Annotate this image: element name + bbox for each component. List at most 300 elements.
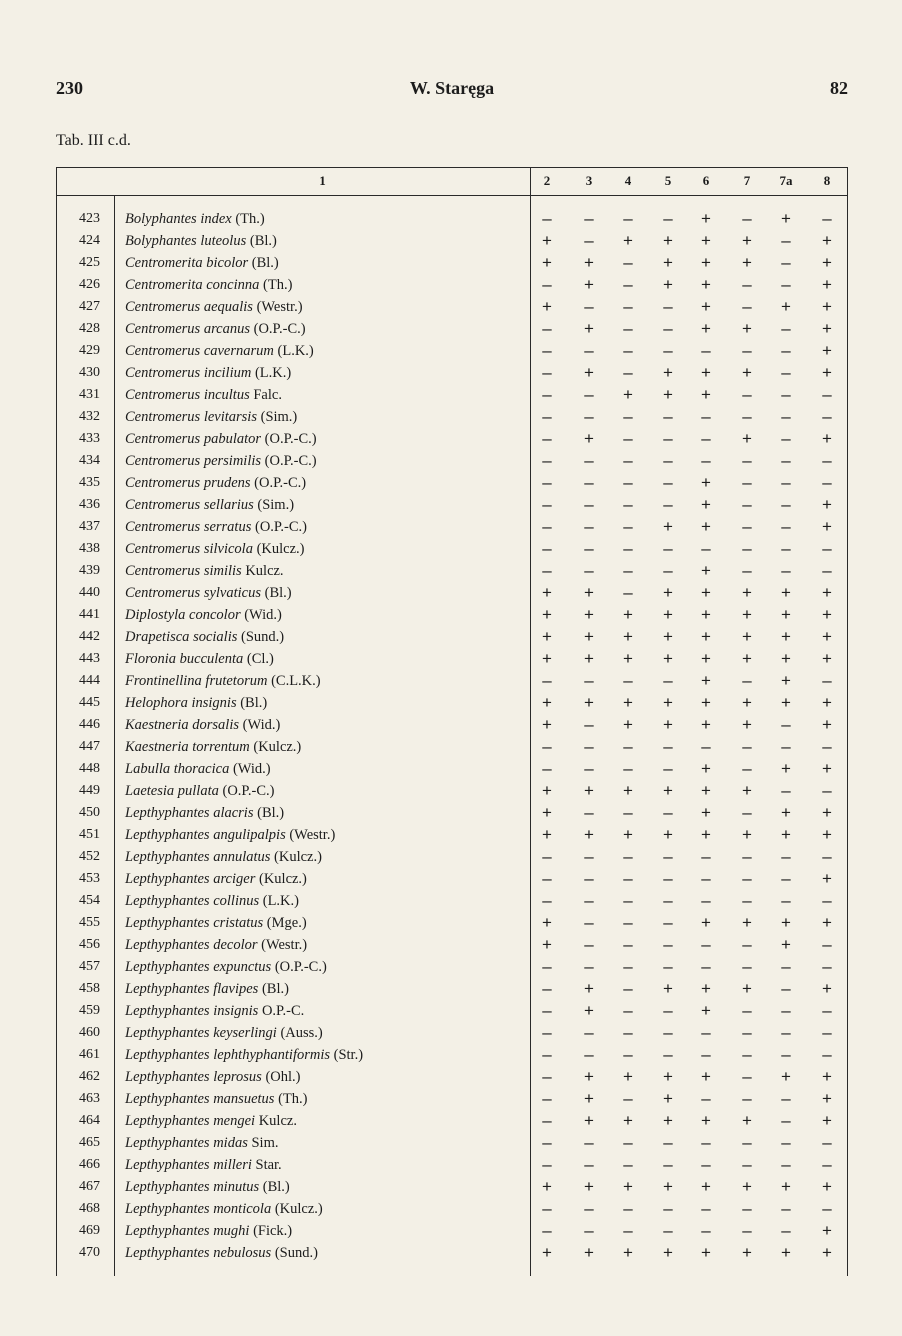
occurrence-mark: – bbox=[542, 1089, 552, 1108]
species-author: (Kulcz.) bbox=[258, 871, 307, 887]
binomial bbox=[125, 211, 232, 227]
occurrence-mark: – bbox=[584, 869, 594, 888]
occurrence-mark: – bbox=[822, 671, 832, 690]
species-author: (Fick.) bbox=[253, 1223, 293, 1239]
binomial bbox=[125, 651, 243, 667]
occurrence-mark: – bbox=[742, 671, 752, 690]
running-title: W. Staręga bbox=[409, 78, 495, 98]
occurrence-mark: – bbox=[584, 451, 594, 470]
binomial bbox=[125, 739, 250, 755]
occurrence-mark: – bbox=[663, 847, 673, 866]
occurrence-mark: – bbox=[584, 671, 594, 690]
occurrence-mark: – bbox=[663, 561, 673, 580]
occurrence-mark: + bbox=[701, 1111, 711, 1130]
table-row bbox=[56, 340, 848, 362]
occurrence-mark: + bbox=[584, 319, 594, 338]
row-number: 465 bbox=[79, 1135, 100, 1150]
occurrence-mark: – bbox=[542, 385, 552, 404]
species-epithet: silvicola bbox=[203, 541, 253, 557]
occurrence-mark: + bbox=[623, 693, 633, 712]
occurrence-mark: + bbox=[781, 1067, 791, 1086]
occurrence-mark: + bbox=[701, 1001, 711, 1020]
occurrence-mark: – bbox=[822, 1023, 832, 1042]
header-bottom-rule bbox=[56, 195, 848, 196]
species-name bbox=[125, 736, 301, 758]
occurrence-mark: + bbox=[542, 253, 552, 272]
occurrence-mark: + bbox=[822, 517, 832, 536]
occurrence-mark: + bbox=[663, 275, 673, 294]
occurrence-mark: – bbox=[542, 407, 552, 426]
species-name bbox=[125, 890, 299, 912]
occurrence-mark: – bbox=[542, 275, 552, 294]
species-author: Kulcz. bbox=[258, 1113, 297, 1129]
species-author: (Wid.) bbox=[244, 607, 282, 623]
genus: Lepthyphantes bbox=[125, 1157, 210, 1173]
table-row bbox=[56, 1000, 848, 1022]
species-author: (Auss.) bbox=[280, 1025, 323, 1041]
row-number: 461 bbox=[79, 1047, 100, 1062]
occurrence-mark: + bbox=[623, 385, 633, 404]
occurrence-mark: + bbox=[822, 231, 832, 250]
row-number: 454 bbox=[79, 893, 100, 908]
binomial bbox=[125, 1091, 274, 1107]
occurrence-mark: + bbox=[542, 803, 552, 822]
genus: Bolyphantes bbox=[125, 211, 197, 227]
occurrence-mark: + bbox=[542, 1243, 552, 1262]
occurrence-mark: – bbox=[542, 957, 552, 976]
binomial bbox=[125, 1157, 252, 1173]
occurrence-mark: – bbox=[663, 737, 673, 756]
genus: Drapetisca bbox=[125, 629, 190, 645]
occurrence-mark: + bbox=[623, 231, 633, 250]
occurrence-mark: + bbox=[822, 913, 832, 932]
occurrence-mark: – bbox=[742, 847, 752, 866]
table-row bbox=[56, 296, 848, 318]
occurrence-mark: – bbox=[781, 451, 791, 470]
row-number: 462 bbox=[79, 1069, 100, 1084]
species-epithet: angulipalpis bbox=[213, 827, 286, 843]
table-row bbox=[56, 714, 848, 736]
occurrence-mark: – bbox=[542, 671, 552, 690]
species-epithet: persimilis bbox=[203, 453, 262, 469]
occurrence-mark: – bbox=[584, 209, 594, 228]
occurrence-mark: – bbox=[584, 957, 594, 976]
occurrence-mark: + bbox=[701, 473, 711, 492]
row-number: 456 bbox=[79, 937, 100, 952]
occurrence-mark: + bbox=[701, 517, 711, 536]
occurrence-mark: + bbox=[822, 869, 832, 888]
binomial bbox=[125, 1113, 255, 1129]
occurrence-mark: + bbox=[663, 649, 673, 668]
column-header-4: 4 bbox=[624, 173, 632, 188]
occurrence-mark: – bbox=[742, 297, 752, 316]
species-author: Star. bbox=[255, 1157, 282, 1173]
species-name bbox=[125, 362, 291, 384]
occurrence-mark: + bbox=[623, 715, 633, 734]
binomial bbox=[125, 673, 267, 689]
genus: Lepthyphantes bbox=[125, 805, 210, 821]
row-number: 457 bbox=[79, 959, 100, 974]
occurrence-mark: + bbox=[663, 231, 673, 250]
species-name bbox=[125, 956, 327, 978]
genus: Lepthyphantes bbox=[125, 937, 210, 953]
table-row bbox=[56, 384, 848, 406]
species-author: (Wid.) bbox=[242, 717, 281, 733]
occurrence-mark: – bbox=[701, 1045, 711, 1064]
occurrence-mark: + bbox=[822, 649, 832, 668]
table-row bbox=[56, 1088, 848, 1110]
occurrence-mark: + bbox=[822, 1243, 832, 1262]
row-number: 446 bbox=[79, 717, 100, 732]
species-name bbox=[125, 1220, 292, 1242]
species-name bbox=[125, 1022, 323, 1044]
binomial bbox=[125, 607, 241, 623]
genus: Centromerus bbox=[125, 343, 201, 359]
occurrence-mark: + bbox=[781, 583, 791, 602]
species-epithet: insignis bbox=[213, 1003, 259, 1019]
binomial bbox=[125, 497, 254, 513]
occurrence-mark: – bbox=[623, 517, 633, 536]
page-number-left: 230 bbox=[56, 78, 83, 98]
binomial bbox=[125, 277, 259, 293]
occurrence-mark: + bbox=[701, 627, 711, 646]
occurrence-mark: + bbox=[584, 1001, 594, 1020]
binomial bbox=[125, 431, 261, 447]
genus: Centromerus bbox=[125, 321, 201, 337]
row-number: 443 bbox=[79, 651, 100, 666]
species-name bbox=[125, 934, 307, 956]
species-epithet: alacris bbox=[213, 805, 254, 821]
occurrence-mark: + bbox=[663, 253, 673, 272]
occurrence-mark: – bbox=[701, 539, 711, 558]
occurrence-mark: – bbox=[623, 803, 633, 822]
occurrence-mark: – bbox=[822, 1001, 832, 1020]
occurrence-mark: – bbox=[663, 473, 673, 492]
occurrence-mark: – bbox=[584, 341, 594, 360]
species-author: (Kulcz.) bbox=[274, 849, 322, 865]
row-number: 428 bbox=[79, 321, 100, 336]
occurrence-mark: + bbox=[742, 583, 752, 602]
occurrence-mark: + bbox=[584, 275, 594, 294]
species-epithet: arciger bbox=[213, 871, 256, 887]
species-author: (Westr.) bbox=[261, 937, 308, 953]
occurrence-mark: – bbox=[701, 429, 711, 448]
occurrence-mark: – bbox=[542, 451, 552, 470]
row-number: 463 bbox=[79, 1091, 100, 1106]
occurrence-mark: + bbox=[742, 253, 752, 272]
species-epithet: sellarius bbox=[203, 497, 254, 513]
species-epithet: keyserlingi bbox=[213, 1025, 277, 1041]
table-row bbox=[56, 450, 848, 472]
species-author: (Bl.) bbox=[240, 695, 268, 711]
occurrence-mark: + bbox=[542, 627, 552, 646]
species-name bbox=[125, 758, 271, 780]
occurrence-mark: – bbox=[742, 1067, 752, 1086]
occurrence-mark: + bbox=[781, 913, 791, 932]
binomial bbox=[125, 849, 270, 865]
occurrence-mark: – bbox=[742, 1221, 752, 1240]
species-epithet: lephthyphantiformis bbox=[213, 1047, 331, 1063]
occurrence-mark: + bbox=[822, 759, 832, 778]
occurrence-mark: – bbox=[663, 913, 673, 932]
genus: Lepthyphantes bbox=[125, 1135, 210, 1151]
species-author: (Kulcz.) bbox=[274, 1201, 323, 1217]
occurrence-mark: – bbox=[742, 1023, 752, 1042]
species-author: (Cl.) bbox=[246, 651, 274, 667]
occurrence-mark: – bbox=[663, 341, 673, 360]
table-row bbox=[56, 1110, 848, 1132]
species-epithet: dorsalis bbox=[192, 717, 240, 733]
binomial bbox=[125, 1047, 330, 1063]
occurrence-mark: – bbox=[781, 231, 791, 250]
occurrence-mark: – bbox=[542, 979, 552, 998]
occurrence-mark: – bbox=[623, 891, 633, 910]
occurrence-mark: – bbox=[742, 869, 752, 888]
occurrence-mark: – bbox=[623, 495, 633, 514]
row-number: 427 bbox=[79, 299, 100, 314]
table-row bbox=[56, 362, 848, 384]
occurrence-mark: – bbox=[822, 957, 832, 976]
species-epithet: concolor bbox=[189, 607, 241, 623]
genus: Lepthyphantes bbox=[125, 1003, 210, 1019]
occurrence-mark: + bbox=[822, 979, 832, 998]
species-name bbox=[125, 516, 307, 538]
occurrence-mark: – bbox=[742, 1001, 752, 1020]
occurrence-mark: + bbox=[822, 1089, 832, 1108]
occurrence-mark: – bbox=[584, 407, 594, 426]
occurrence-mark: – bbox=[623, 1001, 633, 1020]
table-row bbox=[56, 648, 848, 670]
occurrence-mark: – bbox=[701, 737, 711, 756]
column-header-2: 2 bbox=[543, 173, 551, 188]
occurrence-mark: + bbox=[584, 605, 594, 624]
binomial bbox=[125, 409, 257, 425]
occurrence-mark: + bbox=[542, 649, 552, 668]
occurrence-mark: + bbox=[584, 253, 594, 272]
table-row bbox=[56, 1198, 848, 1220]
row-number: 437 bbox=[79, 519, 100, 534]
occurrence-mark: + bbox=[584, 429, 594, 448]
occurrence-mark: – bbox=[781, 781, 791, 800]
species-name bbox=[125, 1242, 318, 1264]
row-number: 452 bbox=[79, 849, 100, 864]
species-epithet: minutus bbox=[213, 1179, 260, 1195]
species-name bbox=[125, 1044, 363, 1066]
genus: Lepthyphantes bbox=[125, 1179, 210, 1195]
species-author: (O.P.-C.) bbox=[264, 431, 317, 447]
occurrence-mark: – bbox=[701, 935, 711, 954]
species-epithet: pabulator bbox=[203, 431, 262, 447]
occurrence-mark: – bbox=[584, 231, 594, 250]
binomial bbox=[125, 387, 250, 403]
occurrence-mark: – bbox=[781, 363, 791, 382]
row-number: 464 bbox=[79, 1113, 100, 1128]
genus: Lepthyphantes bbox=[125, 1069, 210, 1085]
occurrence-mark: – bbox=[623, 935, 633, 954]
species-epithet: mughi bbox=[213, 1223, 250, 1239]
species-author: (O.P.-C.) bbox=[254, 519, 307, 535]
occurrence-mark: + bbox=[701, 363, 711, 382]
occurrence-mark: + bbox=[701, 759, 711, 778]
occurrence-mark: + bbox=[701, 495, 711, 514]
species-name bbox=[125, 824, 335, 846]
occurrence-mark: – bbox=[781, 561, 791, 580]
occurrence-mark: – bbox=[663, 935, 673, 954]
occurrence-mark: – bbox=[584, 1199, 594, 1218]
occurrence-mark: + bbox=[822, 803, 832, 822]
occurrence-mark: + bbox=[742, 649, 752, 668]
occurrence-mark: + bbox=[623, 605, 633, 624]
species-name bbox=[125, 604, 282, 626]
occurrence-mark: + bbox=[701, 671, 711, 690]
occurrence-mark: + bbox=[584, 1089, 594, 1108]
species-epithet: incultus bbox=[203, 387, 250, 403]
occurrence-mark: – bbox=[822, 209, 832, 228]
table-row bbox=[56, 406, 848, 428]
occurrence-mark: – bbox=[542, 1001, 552, 1020]
occurrence-mark: + bbox=[701, 561, 711, 580]
species-table bbox=[56, 167, 848, 1276]
row-number: 439 bbox=[79, 563, 100, 578]
occurrence-mark: – bbox=[663, 1045, 673, 1064]
row-number: 448 bbox=[79, 761, 100, 776]
genus: Lepthyphantes bbox=[125, 849, 210, 865]
species-author: (Sim.) bbox=[257, 497, 295, 513]
binomial bbox=[125, 761, 229, 777]
binomial bbox=[125, 255, 248, 271]
occurrence-mark: + bbox=[663, 627, 673, 646]
species-author: (Th.) bbox=[235, 211, 265, 227]
binomial bbox=[125, 1135, 248, 1151]
occurrence-mark: – bbox=[584, 935, 594, 954]
occurrence-mark: – bbox=[742, 473, 752, 492]
occurrence-mark: + bbox=[663, 1089, 673, 1108]
occurrence-mark: + bbox=[701, 385, 711, 404]
occurrence-mark: – bbox=[781, 1001, 791, 1020]
occurrence-mark: – bbox=[584, 561, 594, 580]
occurrence-mark: – bbox=[663, 451, 673, 470]
occurrence-mark: + bbox=[542, 231, 552, 250]
occurrence-mark: – bbox=[781, 715, 791, 734]
page-number-right: 82 bbox=[830, 78, 848, 98]
occurrence-mark: – bbox=[584, 1133, 594, 1152]
occurrence-mark: + bbox=[623, 1243, 633, 1262]
occurrence-mark: + bbox=[584, 649, 594, 668]
occurrence-mark: + bbox=[584, 979, 594, 998]
species-epithet: index bbox=[200, 211, 232, 227]
row-number: 453 bbox=[79, 871, 100, 886]
row-number: 426 bbox=[79, 277, 100, 292]
column-header-6: 6 bbox=[702, 173, 710, 188]
genus: Lepthyphantes bbox=[125, 871, 210, 887]
occurrence-mark: – bbox=[584, 385, 594, 404]
occurrence-mark: – bbox=[542, 1023, 552, 1042]
row-number: 440 bbox=[79, 585, 100, 600]
table-row bbox=[56, 560, 848, 582]
occurrence-mark: – bbox=[781, 737, 791, 756]
species-epithet: aequalis bbox=[203, 299, 253, 315]
occurrence-mark: + bbox=[822, 1177, 832, 1196]
occurrence-mark: – bbox=[742, 737, 752, 756]
occurrence-mark: – bbox=[822, 539, 832, 558]
occurrence-mark: + bbox=[584, 363, 594, 382]
occurrence-mark: – bbox=[742, 1089, 752, 1108]
occurrence-mark: + bbox=[781, 649, 791, 668]
row-number: 455 bbox=[79, 915, 100, 930]
species-name bbox=[125, 802, 284, 824]
binomial bbox=[125, 1245, 271, 1261]
occurrence-mark: – bbox=[701, 1023, 711, 1042]
occurrence-mark: – bbox=[701, 407, 711, 426]
occurrence-mark: – bbox=[542, 429, 552, 448]
occurrence-mark: + bbox=[781, 297, 791, 316]
occurrence-mark: – bbox=[663, 1199, 673, 1218]
occurrence-mark: + bbox=[663, 1111, 673, 1130]
genus: Lepthyphantes bbox=[125, 1025, 210, 1041]
species-author: (Westr.) bbox=[256, 299, 303, 315]
genus: Centromerus bbox=[125, 475, 201, 491]
row-number: 450 bbox=[79, 805, 100, 820]
occurrence-mark: – bbox=[742, 341, 752, 360]
occurrence-mark: – bbox=[542, 1155, 552, 1174]
species-author: O.P.-C. bbox=[261, 1003, 305, 1019]
species-epithet: collinus bbox=[213, 893, 260, 909]
row-number: 433 bbox=[79, 431, 100, 446]
occurrence-mark: + bbox=[822, 341, 832, 360]
species-epithet: annulatus bbox=[213, 849, 271, 865]
occurrence-mark: + bbox=[822, 363, 832, 382]
genus: Frontinellina bbox=[125, 673, 202, 689]
occurrence-mark: + bbox=[542, 693, 552, 712]
species-author: (Kulcz.) bbox=[253, 739, 302, 755]
occurrence-mark: – bbox=[742, 891, 752, 910]
table-row bbox=[56, 472, 848, 494]
species-author: (Mge.) bbox=[266, 915, 307, 931]
species-author: (Sim.) bbox=[260, 409, 298, 425]
species-author: (Westr.) bbox=[289, 827, 336, 843]
occurrence-mark: + bbox=[742, 913, 752, 932]
occurrence-mark: + bbox=[663, 583, 673, 602]
occurrence-mark: + bbox=[781, 1177, 791, 1196]
species-author: (O.P.-C.) bbox=[253, 321, 306, 337]
binomial bbox=[125, 1025, 277, 1041]
occurrence-mark: + bbox=[663, 781, 673, 800]
table-row bbox=[56, 1242, 848, 1264]
row-number: 468 bbox=[79, 1201, 100, 1216]
occurrence-mark: + bbox=[781, 627, 791, 646]
occurrence-mark: – bbox=[781, 1023, 791, 1042]
occurrence-mark: – bbox=[623, 1133, 633, 1152]
occurrence-mark: – bbox=[623, 1155, 633, 1174]
species-epithet: incilium bbox=[203, 365, 252, 381]
occurrence-mark: – bbox=[623, 1089, 633, 1108]
binomial bbox=[125, 1201, 271, 1217]
species-name bbox=[125, 1066, 300, 1088]
occurrence-mark: – bbox=[781, 385, 791, 404]
occurrence-mark: – bbox=[584, 847, 594, 866]
occurrence-mark: – bbox=[663, 209, 673, 228]
occurrence-mark: + bbox=[542, 583, 552, 602]
species-epithet: pullata bbox=[177, 783, 219, 799]
table-row bbox=[56, 758, 848, 780]
species-name bbox=[125, 846, 322, 868]
occurrence-mark: – bbox=[701, 1155, 711, 1174]
genus: Kaestneria bbox=[125, 717, 189, 733]
occurrence-mark: + bbox=[781, 935, 791, 954]
occurrence-mark: – bbox=[623, 429, 633, 448]
species-epithet: cristatus bbox=[213, 915, 264, 931]
table-row bbox=[56, 1220, 848, 1242]
